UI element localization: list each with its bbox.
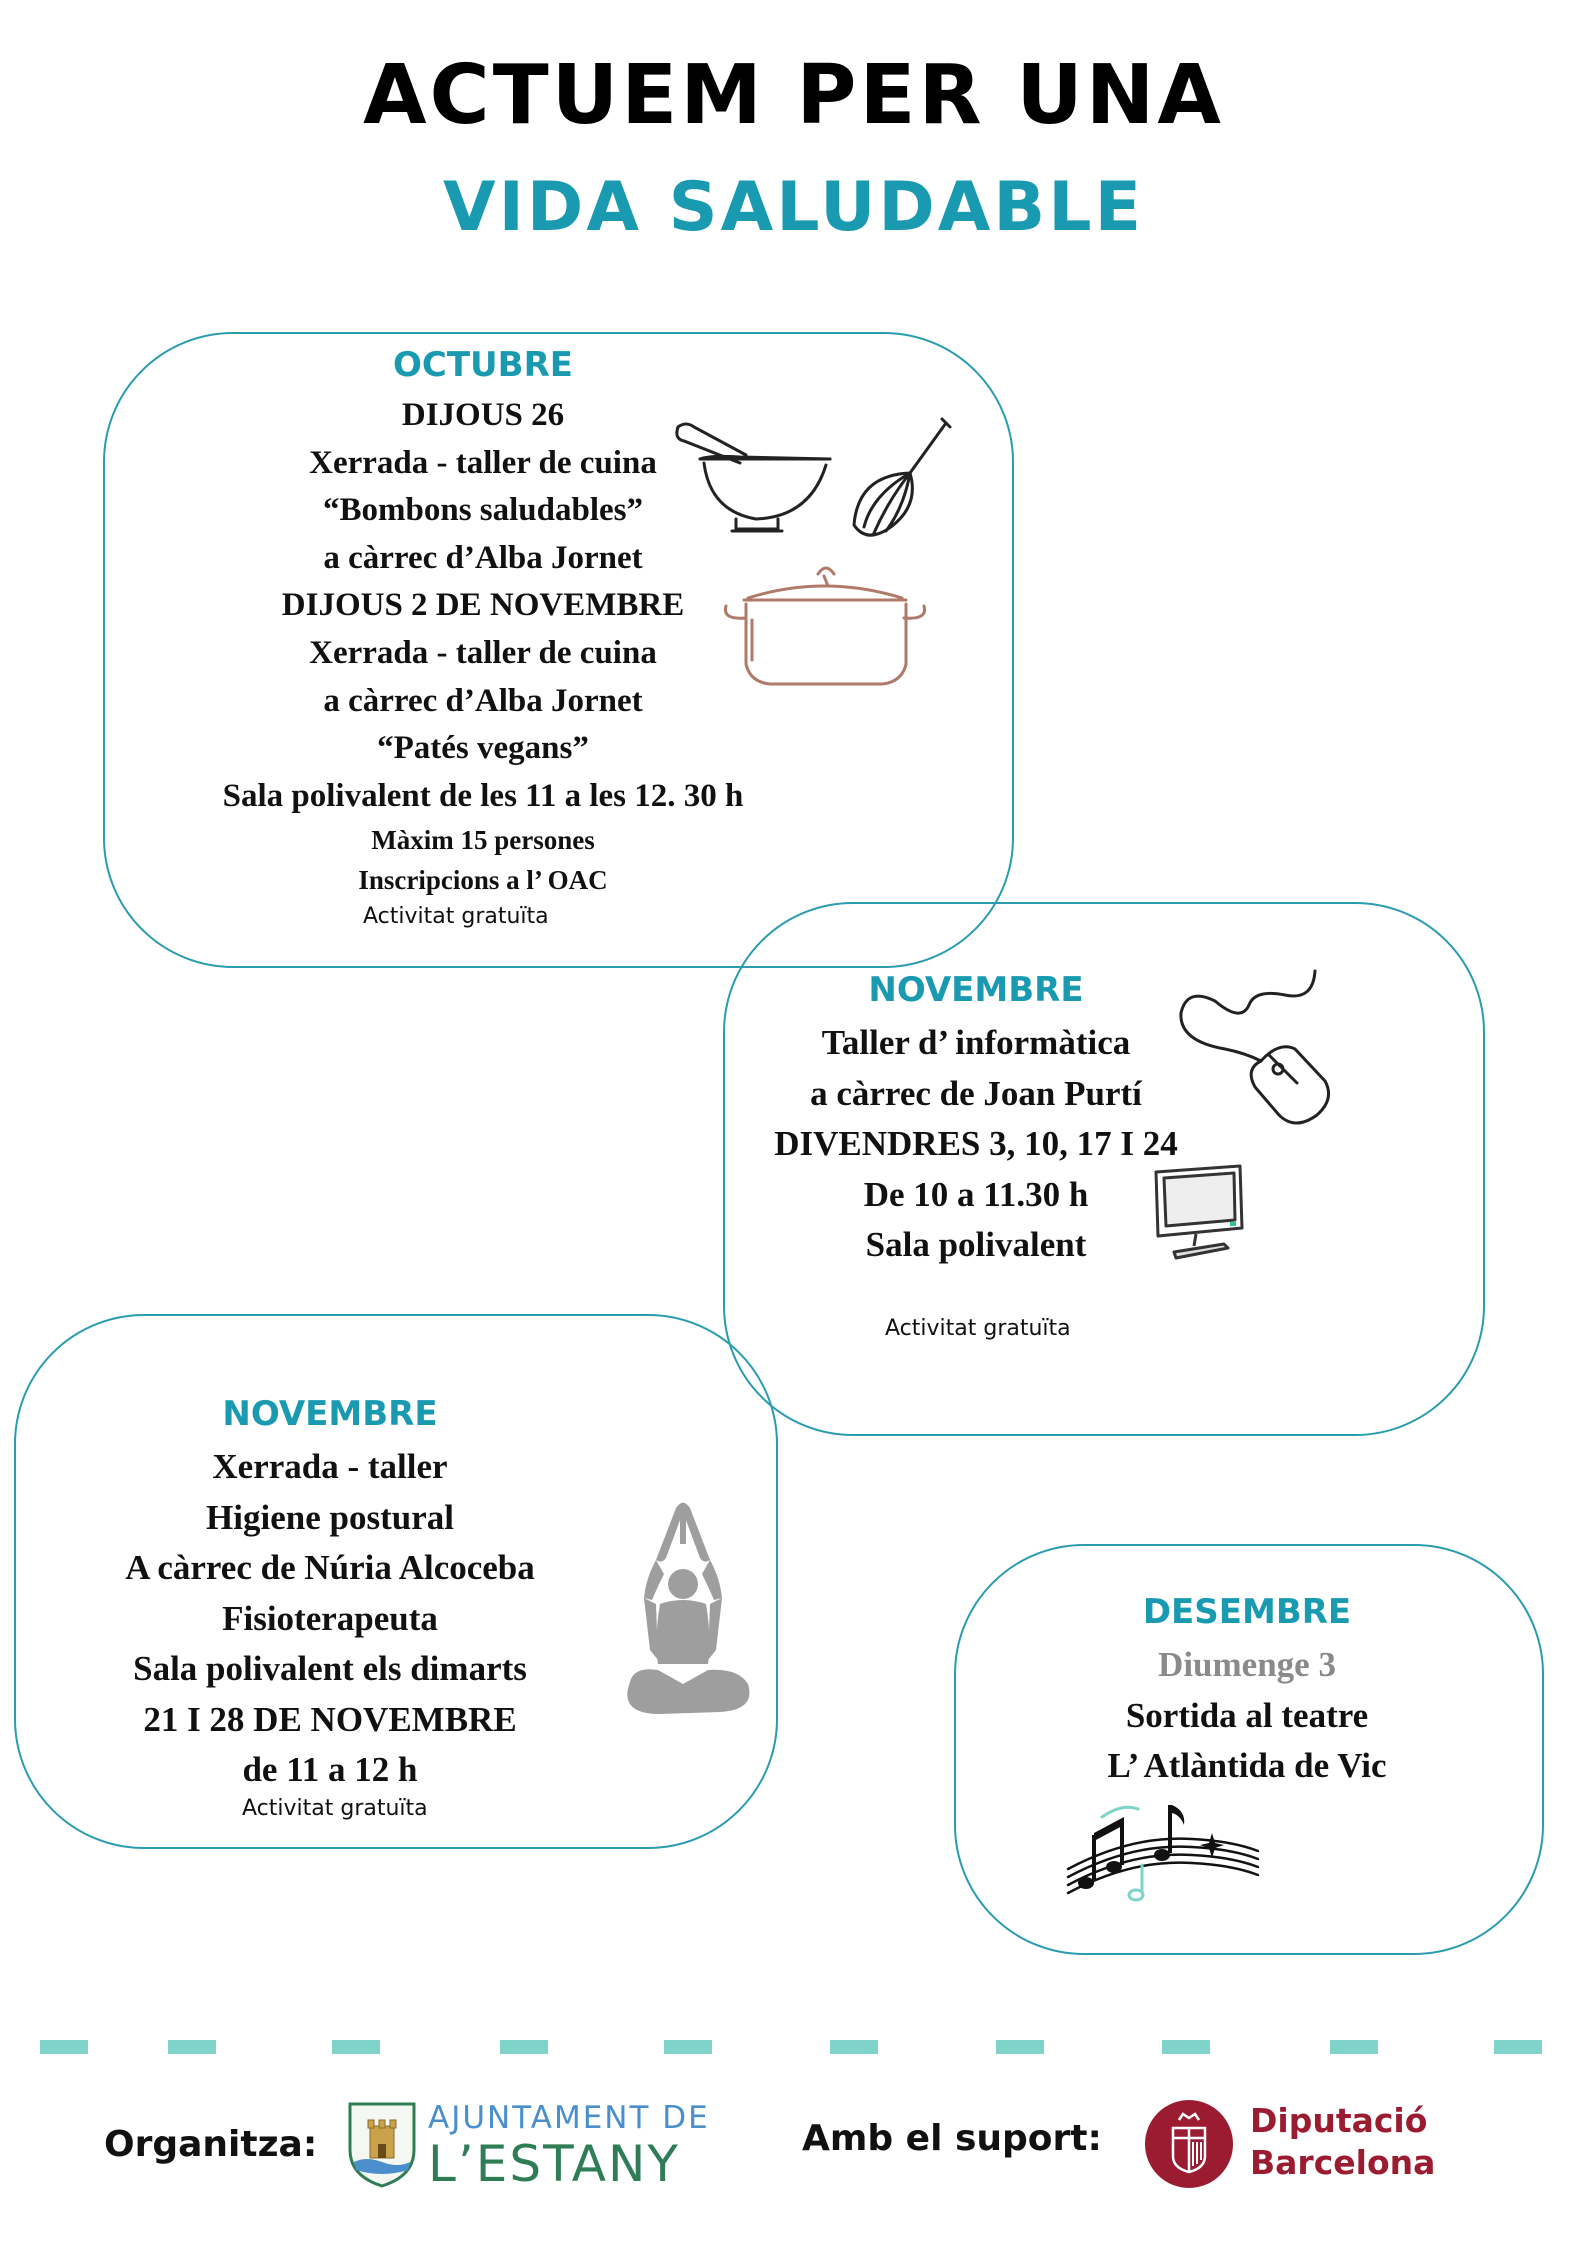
month-octubre: OCTUBRE: [393, 345, 573, 385]
ajuntament-line1: AJUNTAMENT DE: [428, 2100, 710, 2136]
month-novembre: NOVEMBRE: [868, 970, 1084, 1010]
box-desembre: [1062, 1584, 1432, 1792]
small-line: Inscripcions a l’ OAC: [358, 865, 608, 896]
free-activity-label: Activitat gratuïta: [242, 1796, 428, 1821]
ajuntament-logo-text: [428, 2100, 710, 2192]
event-line: a càrrec d’Alba Jornet: [323, 682, 643, 719]
yoga-figure-icon: [620, 1500, 756, 1722]
month-novembre: NOVEMBRE: [222, 1394, 438, 1434]
music-notes-icon: [1062, 1795, 1262, 1905]
event-line: Sala polivalent de les 11 a les 12. 30 h: [222, 777, 744, 814]
event-line: Taller d’ informàtica: [821, 1023, 1131, 1062]
event-line: DIJOUS 26: [401, 397, 565, 433]
month-desembre: DESEMBRE: [1142, 1592, 1352, 1632]
ajuntament-shield-icon: [346, 2100, 418, 2190]
title-line2: VIDA SALUDABLE: [442, 168, 1145, 247]
event-line: A càrrec de Núria Alcoceba: [125, 1548, 535, 1587]
event-line: DIJOUS 2 DE NOVEMBRE: [281, 587, 685, 624]
event-line: 21 I 28 DE NOVEMBRE: [143, 1699, 517, 1739]
event-line: Sala polivalent els dimarts: [133, 1649, 527, 1688]
cooking-pot-icon: [718, 560, 930, 690]
event-line: a càrrec d’Alba Jornet: [323, 539, 643, 576]
event-line: De 10 a 11.30 h: [863, 1174, 1089, 1214]
diputacio-logo-text: [1250, 2100, 1435, 2184]
event-line: Sortida al teatre: [1125, 1695, 1369, 1735]
diputacio-line2: Barcelona: [1250, 2143, 1436, 2182]
whisk-icon: [838, 415, 958, 545]
suport-label: Amb el suport:: [802, 2118, 1102, 2159]
event-line: “Patés vegans”: [377, 730, 589, 767]
free-activity-label: Activitat gratuïta: [885, 1316, 1071, 1341]
diputacio-line1: Diputació: [1250, 2101, 1428, 2140]
event-line: Higiene postural: [206, 1497, 454, 1537]
box-novembre-higiene: [60, 1386, 600, 1796]
event-line: de 11 a 12 h: [242, 1750, 418, 1789]
organitza-label: Organitza:: [104, 2124, 318, 2165]
event-line: Sala polivalent: [865, 1225, 1087, 1264]
diputacio-seal-icon: [1143, 2098, 1235, 2190]
event-line: Xerrada - taller: [212, 1447, 448, 1486]
event-line: L’ Atlàntida de Vic: [1107, 1746, 1387, 1785]
event-line: a càrrec de Joan Purtí: [810, 1073, 1142, 1113]
event-line: DIVENDRES 3, 10, 17 I 24: [774, 1124, 1178, 1163]
box-novembre-informatica: [742, 962, 1210, 1271]
small-line: Màxim 15 persones: [371, 825, 595, 856]
computer-mouse-icon: [1175, 965, 1345, 1135]
ajuntament-line2: L’ESTANY: [428, 2135, 680, 2193]
monitor-icon: [1150, 1160, 1250, 1260]
event-line: Fisioterapeuta: [222, 1598, 438, 1638]
free-activity-label: Activitat gratuïta: [363, 904, 549, 929]
day-label: Diumenge 3: [1158, 1645, 1336, 1684]
title-line1: ACTUEM PER UNA: [363, 48, 1224, 143]
event-line: Xerrada - taller de cuina: [309, 444, 657, 481]
event-line: Xerrada - taller de cuina: [309, 634, 657, 671]
mortar-pestle-icon: [670, 415, 840, 535]
event-line: “Bombons saludables”: [322, 492, 644, 529]
